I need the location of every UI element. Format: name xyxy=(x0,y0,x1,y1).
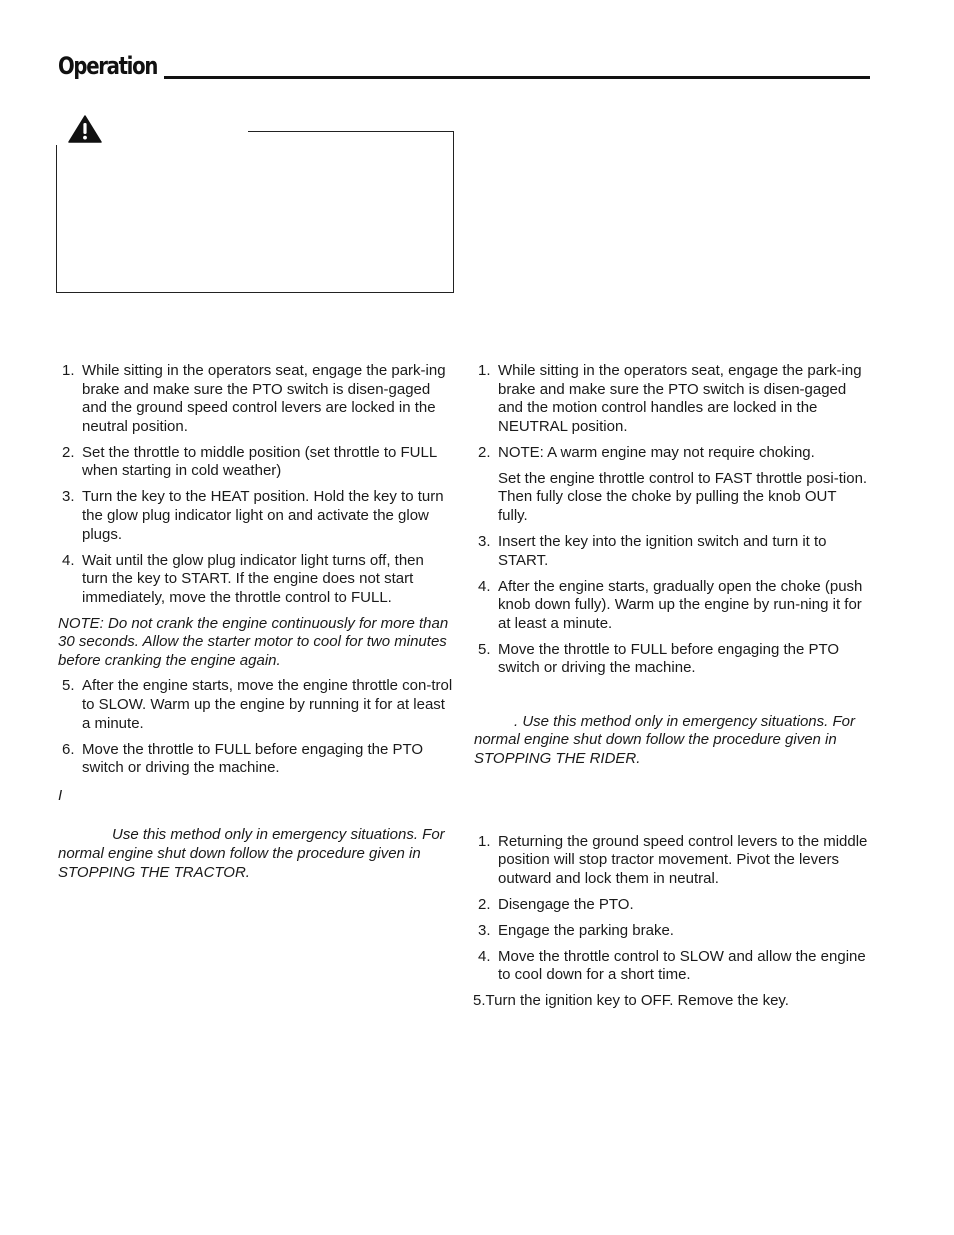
list-item: 6. Move the throttle to FULL before engaging the PTO switch or driving the machine. xyxy=(62,740,424,777)
list-item: 5. Move the throttle to FULL before engaging the PTO switch or driving the machine. xyxy=(478,640,840,677)
warning-box xyxy=(56,131,454,293)
list-item: 1. Returning the ground speed control levers to the middle position will stop tractor movement. Pivot the levers outward and lock them in neutral. xyxy=(478,832,868,887)
list-item: 3. Insert the key into the ignition switch and turn it to START. xyxy=(478,532,827,569)
left-steps-a xyxy=(58,362,453,607)
list-item: 3. Engage the parking brake. xyxy=(478,921,674,939)
left-steps-b xyxy=(58,677,453,777)
stop-step-5: 5.Turn the ignition key to OFF. Remove the key. xyxy=(473,992,789,1010)
left-emergency-note: Use this method only in emergency situations. For normal engine shut down follow the procedure given in STOPPING THE TRACTOR. xyxy=(58,826,445,881)
header-rule xyxy=(164,76,870,79)
list-item: 1. While sitting in the operators seat, engage the park-ing brake and make sure the PTO switch is disen-gaged and the motion control handles are locked in the NEUTRAL position. xyxy=(478,362,862,435)
page-header xyxy=(58,52,870,82)
list-item: 5. After the engine starts, move the engine throttle con-trol to SLOW. Warm up the engine by running it for at least a minute. xyxy=(62,677,453,732)
list-item: 2. Set the throttle to middle position (set throttle to FULL when starting in cold weather) xyxy=(62,443,437,480)
list-item: 2. Disengage the PTO. xyxy=(478,895,634,913)
right-steps-a xyxy=(474,362,869,462)
list-item: 4. Move the throttle control to SLOW and allow the engine to cool down for a short time. xyxy=(478,947,866,984)
right-emergency-note: . Use this method only in emergency situations. For normal engine shut down follow the procedure given in STOPPING THE RIDER. xyxy=(474,712,855,768)
list-item: 3. Turn the key to the HEAT position. Hold the key to turn the glow plug indicator light on and activate the glow plugs. xyxy=(62,488,444,543)
list-item: 2. NOTE: A warm engine may not require choking. xyxy=(478,443,815,461)
right-column xyxy=(474,362,869,1018)
list-item: 4. Wait until the glow plug indicator light turns off, then turn the key to START. If the engine does not start immediately, move the throttle control to FULL. xyxy=(62,551,424,606)
left-column xyxy=(58,362,453,889)
right-steps-b xyxy=(474,533,869,678)
warning-triangle-icon xyxy=(68,115,102,143)
step-2-detail: Set the engine throttle control to FAST throttle posi-tion. Then fully close the choke by pulling the knob OUT fully. xyxy=(498,469,868,524)
fragment-text: I xyxy=(58,786,63,804)
page-title: Operation xyxy=(58,52,158,80)
crank-note: NOTE: Do not crank the engine continuously for more than 30 seconds. Allow the starter motor to cool for two minutes before cranking the engine again. xyxy=(58,614,449,669)
list-item: 1. While sitting in the operators seat, engage the park-ing brake and make sure the PTO switch is disen-gaged and the ground speed control levers are locked in the neutral position. xyxy=(62,362,446,435)
stop-steps xyxy=(474,833,869,985)
list-item: 4. After the engine starts, gradually open the choke (push knob down fully). Warm up the engine by run-ning it for at least a minute. xyxy=(478,577,863,632)
